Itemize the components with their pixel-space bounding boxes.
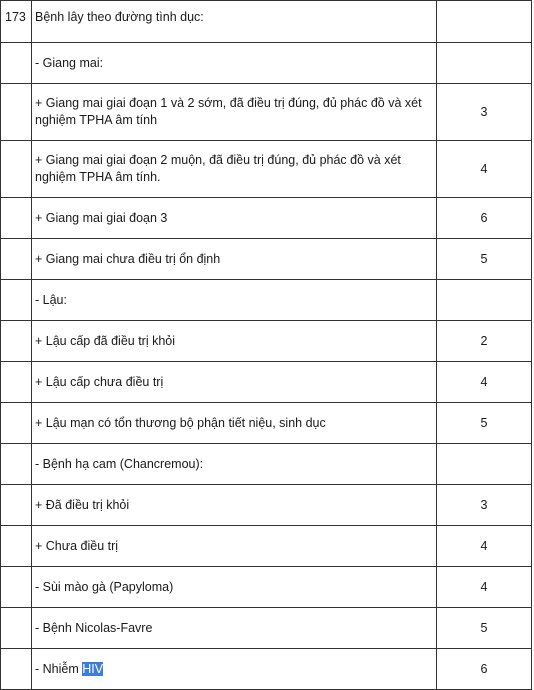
condition-label: + Lậu cấp đã điều trị khỏi	[32, 321, 437, 362]
condition-label: + Giang mai giai đoạn 1 và 2 sớm, đã điều trị đúng, đủ phác đồ và xét nghiệm TPHA âm tính	[32, 84, 437, 141]
label-prefix: - Nhiễm	[35, 661, 83, 676]
rating-value: 4	[437, 141, 532, 198]
condition-label: + Giang mai giai đoạn 3	[32, 198, 437, 239]
section-title: Bệnh lây theo đường tình dục:	[32, 1, 437, 43]
rating-value	[437, 444, 532, 485]
table-row	[1, 239, 532, 280]
rating-value: 2	[437, 321, 532, 362]
number-cell	[1, 321, 32, 362]
table-row	[1, 567, 532, 608]
condition-label: - Bệnh Nicolas-Favre	[32, 608, 437, 649]
table-row	[1, 403, 532, 444]
rating-value: 4	[437, 567, 532, 608]
number-cell	[1, 608, 32, 649]
condition-label: + Giang mai chưa điều trị ổn định	[32, 239, 437, 280]
table-row	[1, 485, 532, 526]
rating-value: 4	[437, 362, 532, 403]
number-cell	[1, 198, 32, 239]
table-row	[1, 649, 532, 690]
number-cell	[1, 141, 32, 198]
condition-label: - Lậu:	[32, 280, 437, 321]
condition-label: + Đã điều trị khỏi	[32, 485, 437, 526]
table-row	[1, 444, 532, 485]
number-cell	[1, 403, 32, 444]
condition-label	[32, 649, 437, 690]
rating-value: 6	[437, 649, 532, 690]
rating-value: 5	[437, 608, 532, 649]
condition-label: + Chưa điều trị	[32, 526, 437, 567]
value-cell	[437, 1, 532, 43]
table-header-row	[1, 1, 532, 43]
rating-value: 3	[437, 485, 532, 526]
number-cell	[1, 280, 32, 321]
rating-value: 5	[437, 239, 532, 280]
table-row	[1, 321, 532, 362]
condition-label: - Bệnh hạ cam (Chancremou):	[32, 444, 437, 485]
rating-value: 4	[437, 526, 532, 567]
table-row	[1, 43, 532, 84]
number-cell	[1, 649, 32, 690]
table-row	[1, 362, 532, 403]
rating-value	[437, 280, 532, 321]
table-row	[1, 280, 532, 321]
number-cell	[1, 444, 32, 485]
condition-label: + Lậu mạn có tổn thương bộ phận tiết niệu, sinh dục	[32, 403, 437, 444]
table-row	[1, 198, 532, 239]
rating-value: 3	[437, 84, 532, 141]
table-row	[1, 608, 532, 649]
condition-label: - Giang mai:	[32, 43, 437, 84]
rating-value: 5	[437, 403, 532, 444]
condition-label: + Lậu cấp chưa điều trị	[32, 362, 437, 403]
number-cell	[1, 526, 32, 567]
table-row	[1, 141, 532, 198]
selected-text-highlight[interactable]: HIV	[82, 661, 104, 676]
number-cell	[1, 239, 32, 280]
number-cell	[1, 362, 32, 403]
table-row	[1, 526, 532, 567]
condition-label: - Sùi mào gà (Papyloma)	[32, 567, 437, 608]
number-cell	[1, 567, 32, 608]
condition-label: + Giang mai giai đoạn 2 muộn, đã điều trị đúng, đủ phác đồ và xét nghiệm TPHA âm tính.	[32, 141, 437, 198]
number-cell	[1, 485, 32, 526]
rating-value	[437, 43, 532, 84]
item-number: 173	[1, 1, 32, 43]
number-cell	[1, 84, 32, 141]
table-row	[1, 84, 532, 141]
number-cell	[1, 43, 32, 84]
rating-value: 6	[437, 198, 532, 239]
